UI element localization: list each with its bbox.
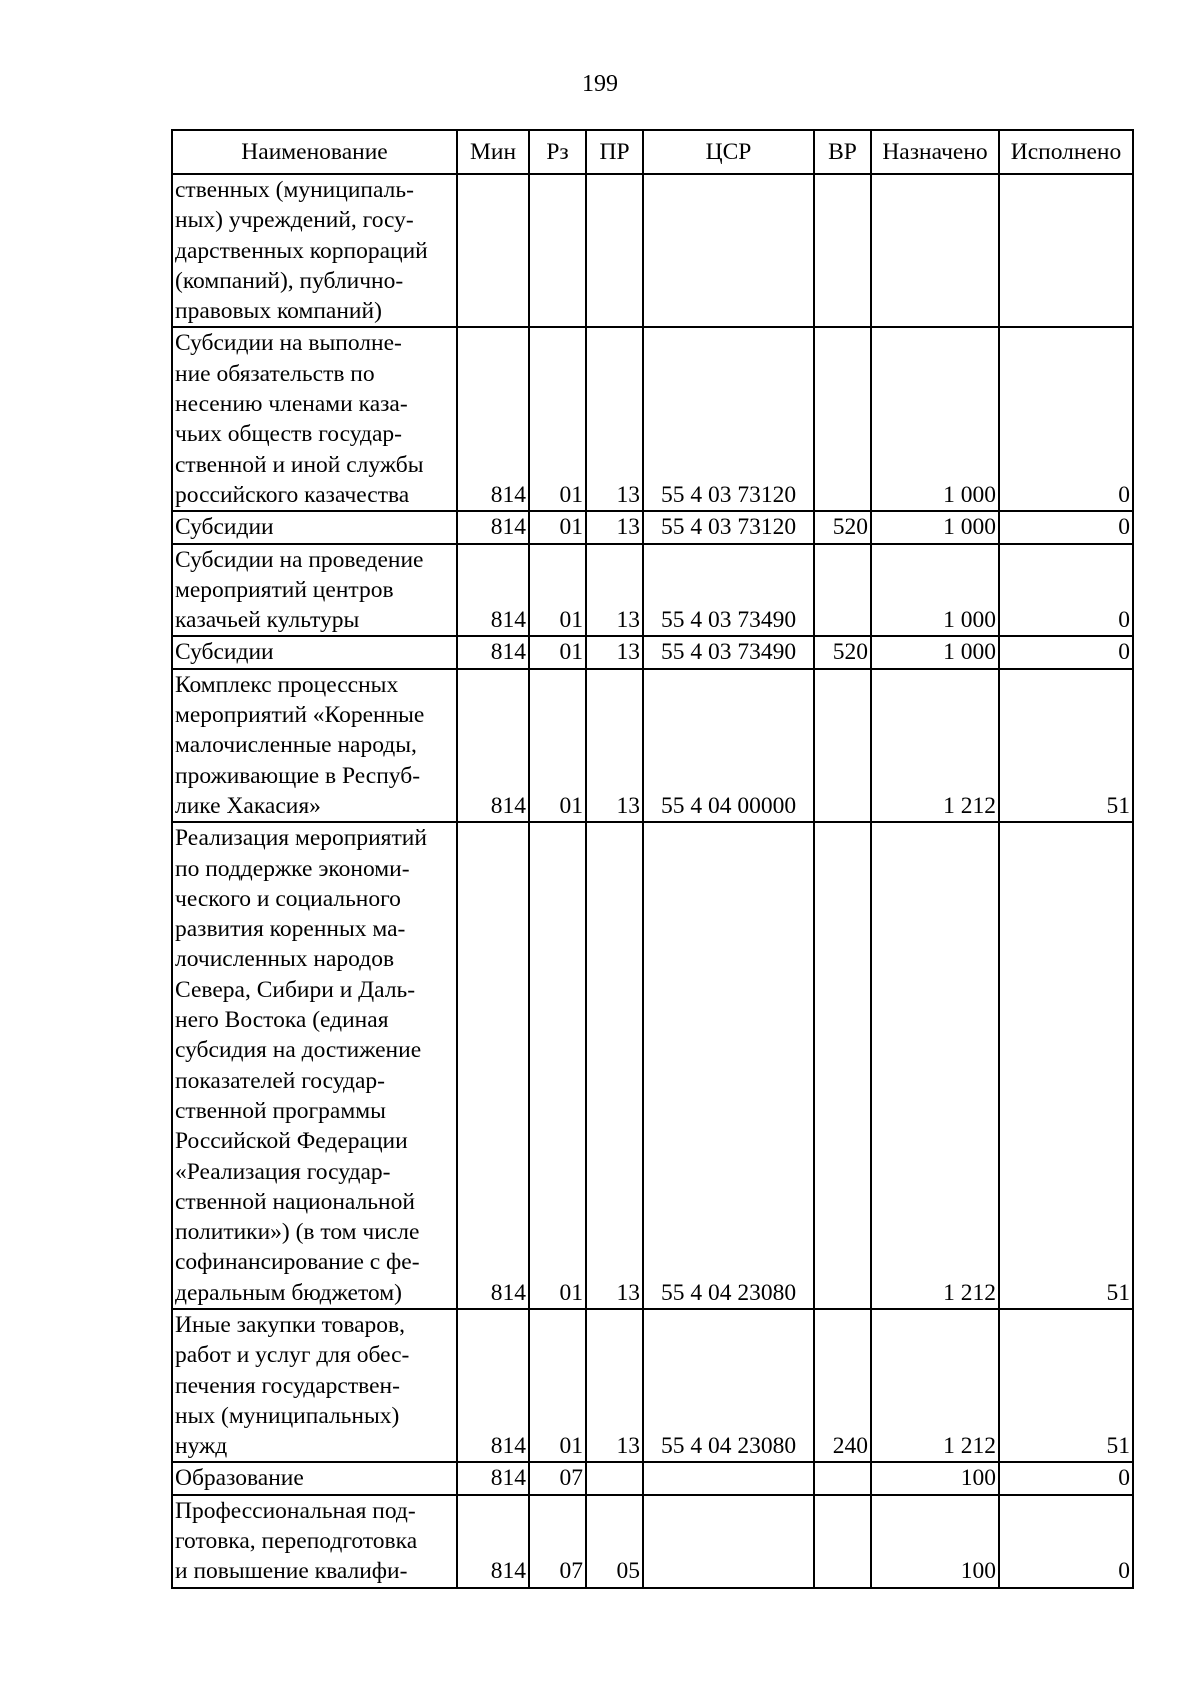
cell-csr — [643, 174, 814, 327]
cell-csr: 55 4 04 23080 — [643, 822, 814, 1309]
cell-min — [457, 174, 529, 327]
cell-pr: 13 — [586, 511, 643, 543]
cell-vr — [814, 1462, 871, 1494]
cell-executed: 51 — [999, 669, 1133, 822]
cell-csr: 55 4 03 73120 — [643, 327, 814, 511]
cell-executed — [999, 174, 1133, 327]
cell-rz: 01 — [529, 327, 586, 511]
cell-assigned: 1 212 — [871, 1309, 999, 1462]
cell-executed: 0 — [999, 1495, 1133, 1588]
cell-rz: 01 — [529, 511, 586, 543]
col-header-rz: Рз — [529, 130, 586, 174]
budget-table — [171, 129, 1134, 1589]
cell-executed: 0 — [999, 544, 1133, 637]
cell-rz: 01 — [529, 1309, 586, 1462]
col-header-pr: ПР — [586, 130, 643, 174]
cell-rz: 01 — [529, 822, 586, 1309]
cell-vr — [814, 327, 871, 511]
col-header-min: Мин — [457, 130, 529, 174]
cell-executed: 0 — [999, 1462, 1133, 1494]
cell-pr: 13 — [586, 327, 643, 511]
cell-vr — [814, 544, 871, 637]
cell-min: 814 — [457, 544, 529, 637]
cell-pr: 13 — [586, 822, 643, 1309]
cell-assigned: 100 — [871, 1462, 999, 1494]
cell-name: Образование — [172, 1462, 457, 1494]
cell-name: Субсидии на проведение мероприятий центров казачьей культуры — [172, 544, 457, 637]
cell-assigned: 1 000 — [871, 327, 999, 511]
cell-assigned: 1 000 — [871, 511, 999, 543]
cell-name: Субсидии — [172, 636, 457, 668]
cell-csr — [643, 1495, 814, 1588]
cell-min: 814 — [457, 669, 529, 822]
cell-pr: 13 — [586, 636, 643, 668]
cell-rz — [529, 174, 586, 327]
cell-rz: 01 — [529, 669, 586, 822]
cell-csr: 55 4 04 23080 — [643, 1309, 814, 1462]
table-row — [172, 636, 1133, 668]
cell-executed: 0 — [999, 636, 1133, 668]
table-row — [172, 544, 1133, 637]
cell-pr: 13 — [586, 669, 643, 822]
cell-name: Субсидии — [172, 511, 457, 543]
cell-name: Комплекс процессных мероприятий «Коренные малочисленные народы, проживающие в Респуб- лике Хакасия» — [172, 669, 457, 822]
cell-min: 814 — [457, 1495, 529, 1588]
cell-csr: 55 4 03 73120 — [643, 511, 814, 543]
cell-vr — [814, 669, 871, 822]
cell-pr: 13 — [586, 1309, 643, 1462]
cell-csr: 55 4 03 73490 — [643, 636, 814, 668]
cell-assigned: 1 000 — [871, 636, 999, 668]
cell-rz: 01 — [529, 636, 586, 668]
cell-executed: 51 — [999, 822, 1133, 1309]
col-header-vr: ВР — [814, 130, 871, 174]
cell-csr — [643, 1462, 814, 1494]
cell-csr: 55 4 03 73490 — [643, 544, 814, 637]
cell-rz: 01 — [529, 544, 586, 637]
cell-vr: 520 — [814, 636, 871, 668]
cell-executed: 0 — [999, 327, 1133, 511]
col-header-executed: Исполнено — [999, 130, 1133, 174]
cell-assigned — [871, 174, 999, 327]
cell-min: 814 — [457, 822, 529, 1309]
cell-min: 814 — [457, 327, 529, 511]
cell-assigned: 1 212 — [871, 669, 999, 822]
table-row — [172, 511, 1133, 543]
cell-assigned: 1 000 — [871, 544, 999, 637]
table-row — [172, 1462, 1133, 1494]
cell-vr — [814, 822, 871, 1309]
col-header-assigned: Назначено — [871, 130, 999, 174]
cell-min: 814 — [457, 511, 529, 543]
cell-executed: 0 — [999, 511, 1133, 543]
cell-name: Профессиональная под- готовка, переподготовка и повышение квалифи- — [172, 1495, 457, 1588]
cell-pr — [586, 174, 643, 327]
cell-pr — [586, 1462, 643, 1494]
cell-name: Субсидии на выполне- ние обязательств по несению членами каза- чьих обществ государ- ственной и иной службы российского казачества — [172, 327, 457, 511]
cell-name: Реализация мероприятий по поддержке экономи- ческого и социального развития коренных ма- лочисленных народов Севера, Сибири и Даль- него Востока (единая субсидия на достижение показателей государ- ственной программы Российской Федерации «Реализация государ- ственной национальной политики») (в том числе софинансирование с фе- деральным бюджетом) — [172, 822, 457, 1309]
cell-min: 814 — [457, 636, 529, 668]
table-row — [172, 174, 1133, 327]
table-row — [172, 822, 1133, 1309]
cell-pr: 05 — [586, 1495, 643, 1588]
cell-vr: 520 — [814, 511, 871, 543]
cell-min: 814 — [457, 1309, 529, 1462]
table-row — [172, 327, 1133, 511]
cell-name: ственных (муниципаль- ных) учреждений, госу- дарственных корпораций (компаний), публично- правовых компаний) — [172, 174, 457, 327]
table-row — [172, 1495, 1133, 1588]
cell-rz: 07 — [529, 1495, 586, 1588]
cell-name: Иные закупки товаров, работ и услуг для обес- печения государствен- ных (муниципальных) нужд — [172, 1309, 457, 1462]
col-header-csr: ЦСР — [643, 130, 814, 174]
page-number: 199 — [582, 71, 618, 97]
cell-assigned: 100 — [871, 1495, 999, 1588]
cell-min: 814 — [457, 1462, 529, 1494]
cell-rz: 07 — [529, 1462, 586, 1494]
table-header-row — [172, 130, 1133, 174]
table-row — [172, 1309, 1133, 1462]
cell-vr: 240 — [814, 1309, 871, 1462]
cell-csr: 55 4 04 00000 — [643, 669, 814, 822]
cell-vr — [814, 1495, 871, 1588]
cell-vr — [814, 174, 871, 327]
cell-executed: 51 — [999, 1309, 1133, 1462]
cell-assigned: 1 212 — [871, 822, 999, 1309]
col-header-name: Наименование — [172, 130, 457, 174]
cell-pr: 13 — [586, 544, 643, 637]
table-row — [172, 669, 1133, 822]
